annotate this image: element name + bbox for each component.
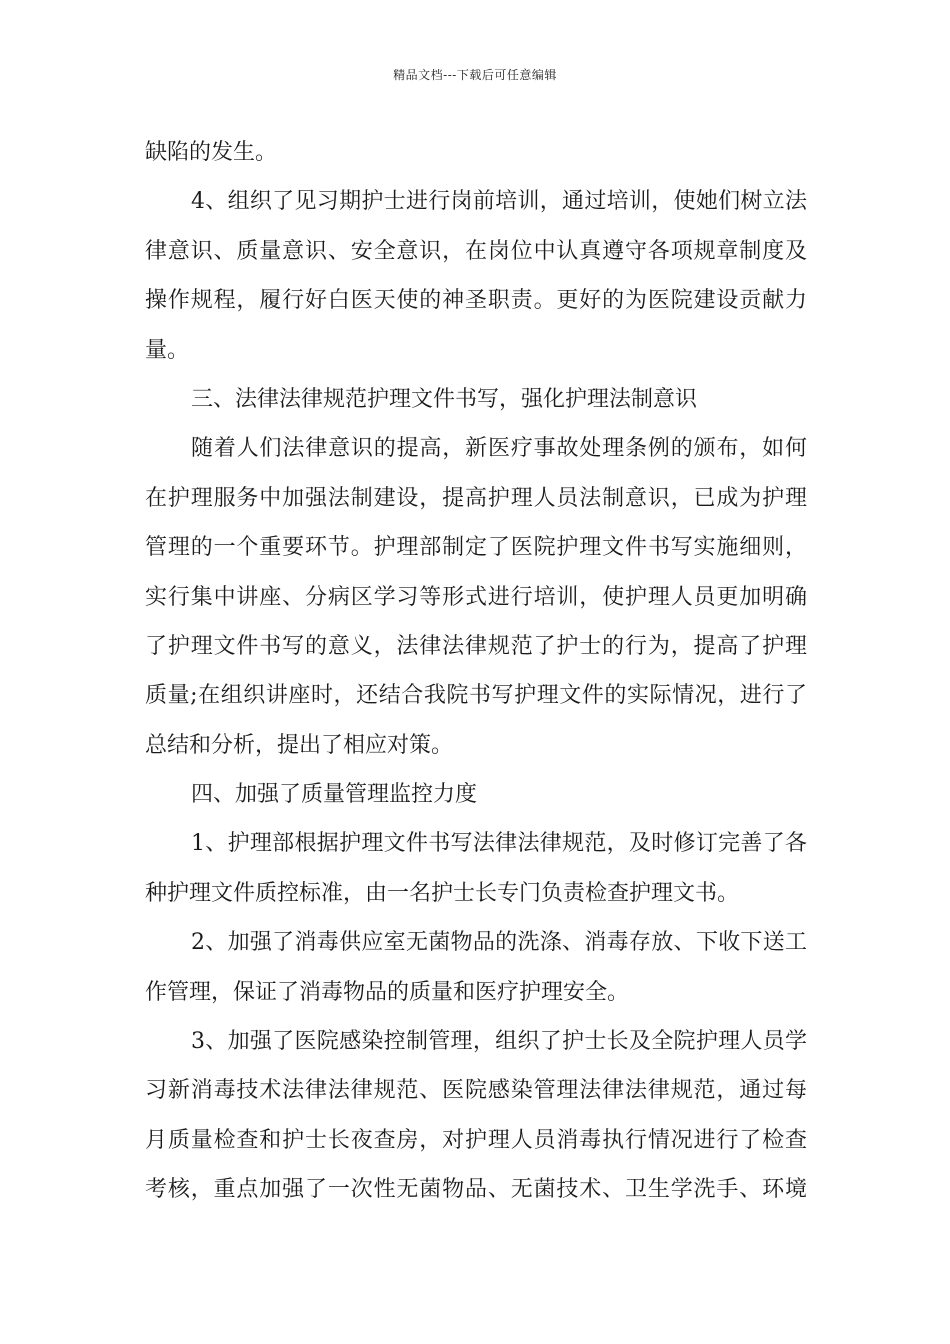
- text-line: 作管理，保证了消毒物品的质量和医疗护理安全。: [145, 979, 630, 1005]
- document-body: [145, 128, 807, 1215]
- text-line: 管理的一个重要环节。护理部制定了医院护理文件书写实施细则，: [145, 535, 807, 561]
- text-line: 质量;在组织讲座时，还结合我院书写护理文件的实际情况，进行了: [145, 683, 807, 709]
- text-line: 操作规程，履行好白医天使的神圣职责。更好的为医院建设贡献力: [145, 288, 807, 314]
- text-line: 了护理文件书写的意义，法律法律规范了护士的行为，提高了护理: [145, 633, 807, 659]
- text-line: 3、加强了医院感染控制管理，组织了护士长及全院护理人员学: [191, 1029, 807, 1055]
- text-line: 随着人们法律意识的提高，新医疗事故处理条例的颁布，如何: [191, 436, 807, 462]
- text-line: 1、护理部根据护理文件书写法律法律规范，及时修订完善了各: [191, 831, 807, 857]
- section-heading: 四、加强了质量管理监控力度: [191, 782, 478, 808]
- text-line: 2、加强了消毒供应室无菌物品的洗涤、消毒存放、下收下送工: [191, 930, 807, 956]
- text-line: 量。: [145, 337, 190, 363]
- text-line: 习新消毒技术法律法律规范、医院感染管理法律法律规范，通过每: [145, 1078, 807, 1104]
- section-heading: 三、法律法律规范护理文件书写，强化护理法制意识: [191, 386, 698, 412]
- text-line: 月质量检查和护士长夜查房，对护理人员消毒执行情况进行了检查: [145, 1127, 807, 1153]
- text-line: 律意识、质量意识、安全意识，在岗位中认真遵守各项规章制度及: [145, 238, 807, 264]
- text-line: 实行集中讲座、分病区学习等形式进行培训，使护理人员更加明确: [145, 584, 807, 610]
- text-line: 考核，重点加强了一次性无菌物品、无菌技术、卫生学洗手、环境: [145, 1177, 807, 1203]
- text-line: 在护理服务中加强法制建设，提高护理人员法制意识，已成为护理: [145, 485, 807, 511]
- text-line: 4、组织了见习期护士进行岗前培训，通过培训，使她们树立法: [191, 189, 807, 215]
- text-line: 种护理文件质控标准，由一名护士长专门负责检查护理文书。: [145, 880, 740, 906]
- text-line: 总结和分析，提出了相应对策。: [145, 732, 454, 758]
- page-header: 精品文档---下载后可任意编辑: [393, 68, 557, 82]
- text-line: 缺陷的发生。: [145, 140, 278, 165]
